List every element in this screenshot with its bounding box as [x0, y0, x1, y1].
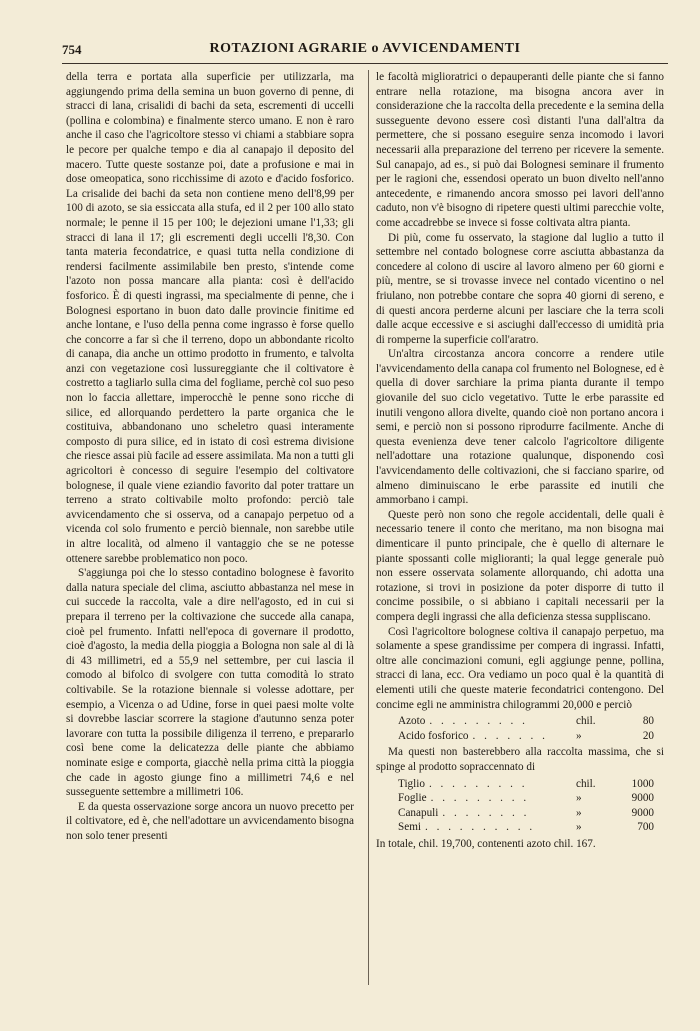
row-label: Semi: [398, 821, 421, 834]
row-label: Foglie: [398, 792, 427, 805]
row-value: 9000: [631, 806, 654, 819]
row-leader-dots: . . . . . . . . .: [428, 777, 528, 790]
row-label: Canapuli: [398, 806, 439, 819]
paragraph: S'aggiunga poi che lo stesso contadino bolognese è favorito dalla natura speciale del clima, asciutto abbastanza nel mese in cui succede la raccolta, vale a dire nell'agosto, ed in cui si prepara il terreno per la coltivazione che succede alla canapa, cioè pel frumento. Infatti nell'epoca di governare il prodotto, cioè d'agosto, la media della pioggia a Bologna non sale al di là di 43 millimetri, ed a 55,9 nel settembre, per cui lascia il comodo al bifolco di svolgere con tutta comodità lo strato coltivabile. Se la rotazione biennale si volesse adottare, per esempio, a Vicenza o ad Udine, forse in quei paesi molte volte si dovrebbe lasciar scorrere la stagione d'autunno senza poter lavorare con tutta la possibile diligenza il terreno, e prepararlo così bene come la delicatezza delle piante che abbiamo nominate esige e comporta, giacchè nella prima città la pioggia che cade in agosto giunge fino a millimetri 74,6 e nel susseguente settembre a millimetri 106.: [66, 567, 354, 799]
header-rule: [62, 63, 668, 64]
right-column: [376, 70, 664, 990]
paragraph: Queste però non sono che regole accidentali, delle quali è necessario tenere il conto che meritano, ma non bisogna mai dimenticare il punto principale, che è quello di alternare le piante spossanti colle miglioranti; la qual legge generale può non essere osservata solamente allorquando, chi adotta una rotazione, si trovi in posizione da poter disporre di tutto il concime possibile, o si abbiano i capitali necessarii per la compera degli ingrassi che alla deficienza stessa suppliscano.: [376, 508, 664, 623]
row-unit: »: [576, 821, 582, 834]
table-row: [376, 791, 664, 806]
paragraph: della terra e portata alla superficie per utilizzarla, ma aggiungendo prima della semina un buon governo di penne, di stracci di lana, crisalidi di bachi da seta, escrementi di uccelli (pollina e colombina) e finalmente sterco umano. E non è raro anche il caso che l'agricoltore stesso vi chiami a stabbiare sopra le pecore per qualche tempo e dia al canapajo il deposito del macero. Tutte queste sostanze poi, date a profusione e mai in dose omeopatica, sono ricchissime di azoto e d'acido fosforico. La crisalide dei bachi da seta non contiene meno dell'8,99 per 100 di azoto, se sia essiccata alla stufa, ed il 2 per 100 allo stato normale; le penne il 15 per 100; le dejezioni umane l'1,33; gli stracci di lana il 17; gli escrementi degli uccelli l'8,30. Con tanta materia fecondatrice, e quasi tutta nella condizione di rendersi facilmente assimilabile ben presto, s'intende come l'azoto non possa mancare alla pianta: così è dell'acido fosforico. È di questi ingrassi, ma specialmente di penne, che i Bolognesi esportano in buon dato dalle provincie finitime ed anche lontane, e l'uso della penna come ingrasso è forse quello che concorre a far sì che il terreno, dopo un abbondante ricolto di canapa, dia anche un ottimo prodotto in frumento, e talvolta anzi con vegetazione così lussureggiante che il coltivatore è costretto a tagliarlo sulla cima del fogliame, perchè col suo peso non lo faccia allettare, imperocchè le penne sono ricche di silice, ed allorquando perdettero la parte organica che le costituiva, abbandonano uno scheletro quasi interamente composto di pura silice, ed in istato di così estrema divisione che riesce assai più facile ad essere assimilata. Ma non a tutti gli agricoltori è concesso di seguire l'esempio del coltivatore bolognese, il quale viene eziandio favorito dal poter trattare un terreno a strato coltivabile molto profondo: perciò tale avvicendamento che si osserva, od a canapajo perpetuo od a vicenda col solo frumento e perciò biennale, non sarebbe utile in altre località, od almeno il vantaggio che se ne potesse ottenere sarebbe problematico non poco.: [66, 71, 354, 565]
paragraph: Un'altra circostanza ancora concorre a rendere utile l'avvicendamento della canapa col frumento nel Bolognese, ed è quella di dover sarchiare la prima pianta durante il tempo giovanile del suo ciclo vegetativo. Tutte le erbe parassite ed inutili vengono allora divelte, quando cioè non portano ancora i semi, e perciò non si possono riprodurre facilmente. Anche di questa evenienza deve tener calcolo l'agricoltore diligente nell'adottare una rotazione qualunque, disponendo così l'avvicendamento delle coltivazioni, che si facciano sparire, od almeno diminuiscano le erbe parassite ed inutili che ammorbano i campi.: [376, 348, 664, 507]
table-row: [376, 806, 664, 821]
row-label: Acido fosforico: [398, 729, 469, 742]
harvest-table: [376, 777, 664, 835]
fertilizer-table: [376, 714, 664, 743]
table-row: [376, 714, 664, 729]
row-unit: »: [576, 729, 582, 742]
table-row: [376, 777, 664, 792]
row-unit: chil.: [576, 715, 596, 728]
row-unit: »: [576, 806, 582, 819]
row-unit: chil.: [576, 777, 596, 790]
left-column: [66, 70, 354, 990]
paragraph: Di più, come fu osservato, la stagione dal luglio a tutto il settembre nel contado bolognese corre asciutta abbastanza da concedere al colono di uscire al lavoro almeno per 60 giorni e più, mentre, se si trovasse invece nel contado vicentino o nel friulano, non potrebbe contare che sopra 40 giorni di sereno, e di questi ancora perderne alcuni per lasciare che la terra scoli dalle acque eccessive e si asciughi dall'eccesso di umidità pria di romperne la superficie coll'aratro.: [376, 231, 664, 346]
paragraph: Ma questi non basterebbero alla raccolta massima, che si spinge al prodotto sopraccennato di: [376, 746, 664, 773]
row-value: 20: [642, 729, 654, 742]
row-label: Azoto: [398, 715, 426, 728]
table-row: [376, 820, 664, 835]
row-leader-dots: . . . . . . . . .: [429, 715, 528, 728]
row-value: 1000: [631, 777, 654, 790]
row-leader-dots: . . . . . . . . .: [430, 792, 530, 805]
paragraph: Così l'agricoltore bolognese coltiva il canapajo perpetuo, ma solamente a spese grandissime per compera di ingrassi. Infatti, oltre alle concimazioni comuni, egli aggiunge penne, pollina, stracci di lana, ecc. Ora vediamo un poco qual è la quantità di elementi utili che queste materie fecondatrici contengono. Del concime egli ne amministra chilogrammi 20,000 e perciò: [376, 625, 664, 711]
row-value: 9000: [631, 792, 654, 805]
row-unit: »: [576, 792, 582, 805]
paragraph: E da questa osservazione sorge ancora un nuovo precetto per il coltivatore, ed è, che nell'adottare un avvicendamento bisogna non solo tener presenti: [66, 800, 354, 842]
page-header: [62, 40, 668, 60]
running-title: ROTAZIONI AGRARIE o AVVICENDAMENTI: [209, 41, 521, 56]
row-leader-dots: . . . . . . . .: [442, 806, 530, 819]
column-divider: [368, 70, 369, 985]
row-leader-dots: . . . . . . .: [472, 729, 548, 742]
row-leader-dots: . . . . . . . . . .: [425, 821, 536, 834]
table-row: [376, 729, 664, 744]
row-value: 80: [642, 715, 654, 728]
page-number: 754: [62, 42, 82, 57]
row-label: Tiglio: [398, 777, 425, 790]
row-value: 700: [637, 821, 654, 834]
closing-line: In totale, chil. 19,700, contenenti azoto chil. 167.: [376, 837, 596, 850]
paragraph: le facoltà miglioratrici o depauperanti delle piante che si fanno entrare nella rotazione, ma bisogna ancora aver in considerazione che la raccolta della precedente e la semina della susseguente devono essere così distanti l'una dall'altra da permettere, che si possano eseguire senza incomodo i lavori necessarii alla preparazione del terreno per ricevere la semente. Sul canapajo, ad es., si può dai Bolognesi seminare il frumento per le ragioni che, essendosi operato un buon divelto nell'anno antecedente, e rimanendo ancora smosso pei lavori dell'anno caduto, non v'è bisogno di ripetere questi ultimi parecchie volte, come accadrebbe se invece si fosse coltivata altra pianta.: [376, 71, 664, 229]
